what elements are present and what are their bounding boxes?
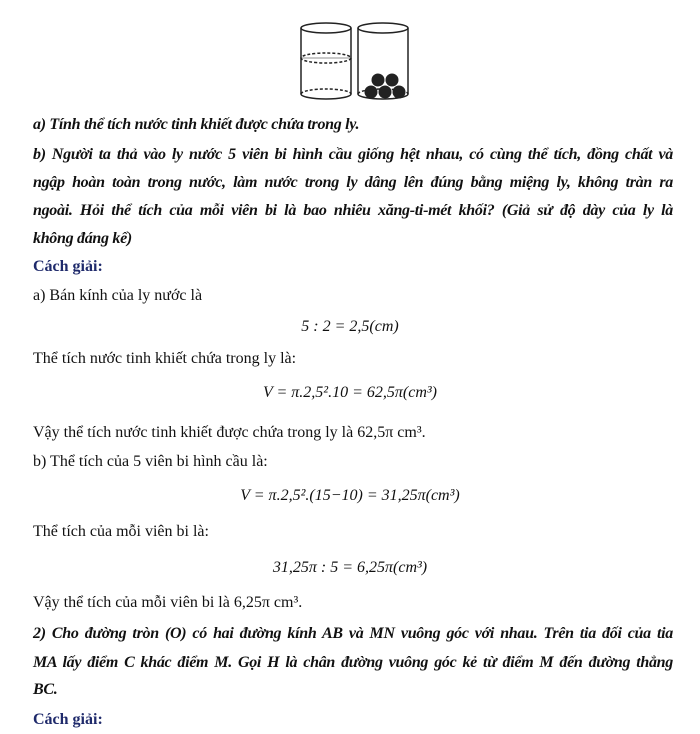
equation: V = π.2,5².(15−10) = 31,25π(cm³) [240,487,460,504]
cylinders-figure [293,14,413,104]
problem-part-b-line: không đáng kể) [33,230,132,247]
problem-part-a: a) Tính thể tích nước tinh khiết được chứa trong ly. [33,116,360,133]
equation: 5 : 2 = 2,5(cm) [301,318,399,335]
problem2-line: 2) Cho đường tròn (O) có hai đường kính AB và MN vuông góc với nhau. Trên tia đối của tia [33,625,673,642]
problem-part-b-line: b) Người ta thả vào ly nước 5 viên bi hình cầu giống hệt nhau, có cùng thể tích, đồng chất và [33,146,673,163]
equation: V = π.2,5².10 = 62,5π(cm³) [262,384,437,401]
solution-text: Thể tích của mỗi viên bi là: [33,523,209,540]
problem-part-b-line: ngập hoàn toàn trong nước, làm nước trong ly dâng lên đúng bằng miệng ly, không tràn ra [33,174,673,191]
solution-text: a) Bán kính của ly nước là [33,287,203,304]
problem-part-b-line: ngoài. Hỏi thể tích của mỗi viên bi là bao nhiêu xăng-ti-mét khối? (Giả sử độ dày của ly là [33,202,673,219]
solution-text: Vậy thể tích của mỗi viên bi là 6,25π cm³. [33,594,303,611]
solution-text: b) Thể tích của 5 viên bi hình cầu là: [33,453,268,470]
solution-text: Vậy thể tích nước tinh khiết được chứa trong ly là 62,5π cm³. [33,424,426,441]
solution-heading: Cách giải: [33,711,103,728]
solution-text: Thể tích nước tinh khiết chứa trong ly là: [33,350,297,367]
problem2-line: BC. [33,681,58,698]
solution-heading: Cách giải: [33,258,103,275]
equation: 31,25π : 5 = 6,25π(cm³) [272,559,428,576]
problem2-line: MA lấy điểm C khác điểm M. Gọi H là chân đường vuông góc kẻ từ điểm M đến đường thẳng [33,654,673,671]
